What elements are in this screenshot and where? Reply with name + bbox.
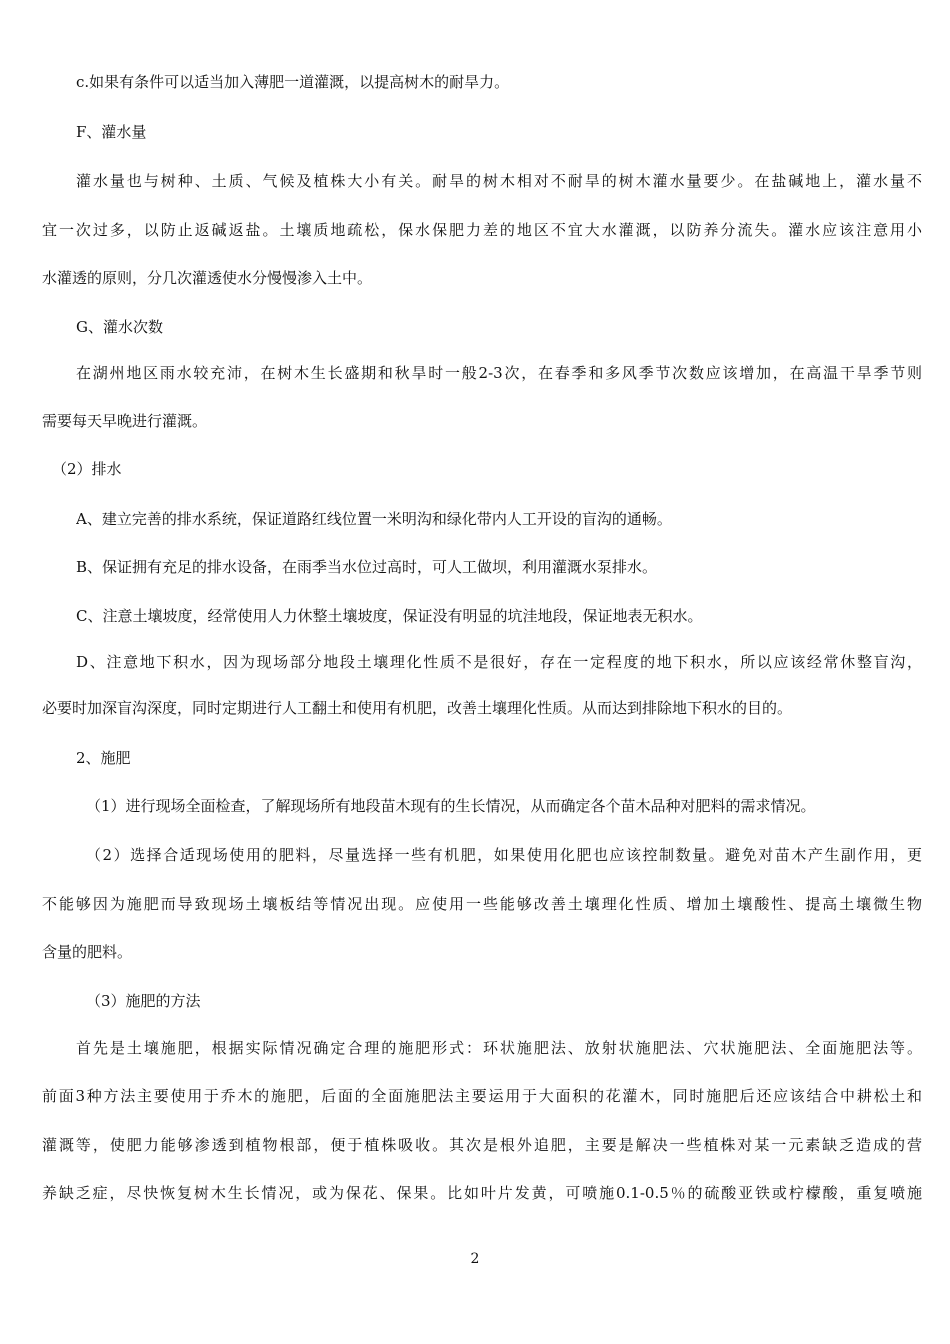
- paragraph-line: D、注意地下积水，因为现场部分地段土壤理化性质不是很好，存在一定程度的地下积水，所以应该经常休整盲沟，: [76, 653, 922, 671]
- paragraph-line: 宜一次过多，以防止返碱返盐。土壤质地疏松，保水保肥力差的地区不宜大水灌溉，以防养分流失。灌水应该注意用小: [42, 221, 922, 239]
- paragraph-line: 在湖州地区雨水较充沛，在树木生长盛期和秋旱时一般2-3次，在春季和多风季节次数应该增加，在高温干旱季节则: [76, 364, 922, 382]
- paragraph-line: C、注意土壤坡度，经常使用人力休整土壤坡度，保证没有明显的坑洼地段，保证地表无积水。: [76, 607, 703, 625]
- paragraph-line: 不能够因为施肥而导致现场土壤板结等情况出现。应使用一些能够改善土壤理化性质、增加土壤酸性、提高土壤微生物: [42, 895, 922, 913]
- paragraph-line: （1）进行现场全面检查，了解现场所有地段苗木现有的生长情况，从而确定各个苗木品种对肥料的需求情况。: [86, 797, 816, 815]
- page-number: 2: [470, 1251, 480, 1267]
- paragraph-line: （2）选择合适现场使用的肥料，尽量选择一些有机肥，如果使用化肥也应该控制数量。避免对苗木产生副作用，更: [86, 846, 922, 864]
- paragraph-line: 养缺乏症，尽快恢复树木生长情况，或为保花、保果。比如叶片发黄，可喷施0.1-0.5％的硫酸亚铁或柠檬酸，重复喷施: [42, 1184, 922, 1202]
- section-heading: F、灌水量: [76, 123, 147, 141]
- paragraph-line: B、保证拥有充足的排水设备，在雨季当水位过高时，可人工做坝，利用灌溉水泵排水。: [76, 558, 658, 576]
- paragraph-line: 灌溉等，使肥力能够渗透到植物根部，便于植株吸收。其次是根外追肥，主要是解决一些植株对某一元素缺乏造成的营: [42, 1136, 922, 1154]
- paragraph-line: 前面3种方法主要使用于乔木的施肥，后面的全面施肥法主要运用于大面积的花灌木，同时施肥后还应该结合中耕松土和: [42, 1087, 922, 1105]
- section-heading: （3）施肥的方法: [86, 992, 201, 1010]
- section-heading: （2）排水: [52, 460, 122, 478]
- paragraph-line: c.如果有条件可以适当加入薄肥一道灌溉，以提高树木的耐旱力。: [76, 73, 510, 91]
- section-heading: 2、施肥: [76, 749, 131, 767]
- paragraph-line: A、建立完善的排水系统，保证道路红线位置一米明沟和绿化带内人工开设的盲沟的通畅。: [76, 510, 672, 528]
- section-heading: G、灌水次数: [76, 318, 163, 336]
- paragraph-line: 必要时加深盲沟深度，同时定期进行人工翻土和使用有机肥，改善土壤理化性质。从而达到排除地下积水的目的。: [42, 699, 793, 717]
- paragraph-line: 含量的肥料。: [42, 943, 133, 961]
- paragraph-line: 需要每天早晚进行灌溉。: [42, 412, 208, 430]
- paragraph-line: 水灌透的原则，分几次灌透使水分慢慢渗入土中。: [42, 269, 373, 287]
- paragraph-line: 首先是土壤施肥，根据实际情况确定合理的施肥形式：环状施肥法、放射状施肥法、穴状施肥法、全面施肥法等。: [76, 1039, 922, 1057]
- paragraph-line: 灌水量也与树种、土质、气候及植株大小有关。耐旱的树木相对不耐旱的树木灌水量要少。在盐碱地上，灌水量不: [76, 172, 922, 190]
